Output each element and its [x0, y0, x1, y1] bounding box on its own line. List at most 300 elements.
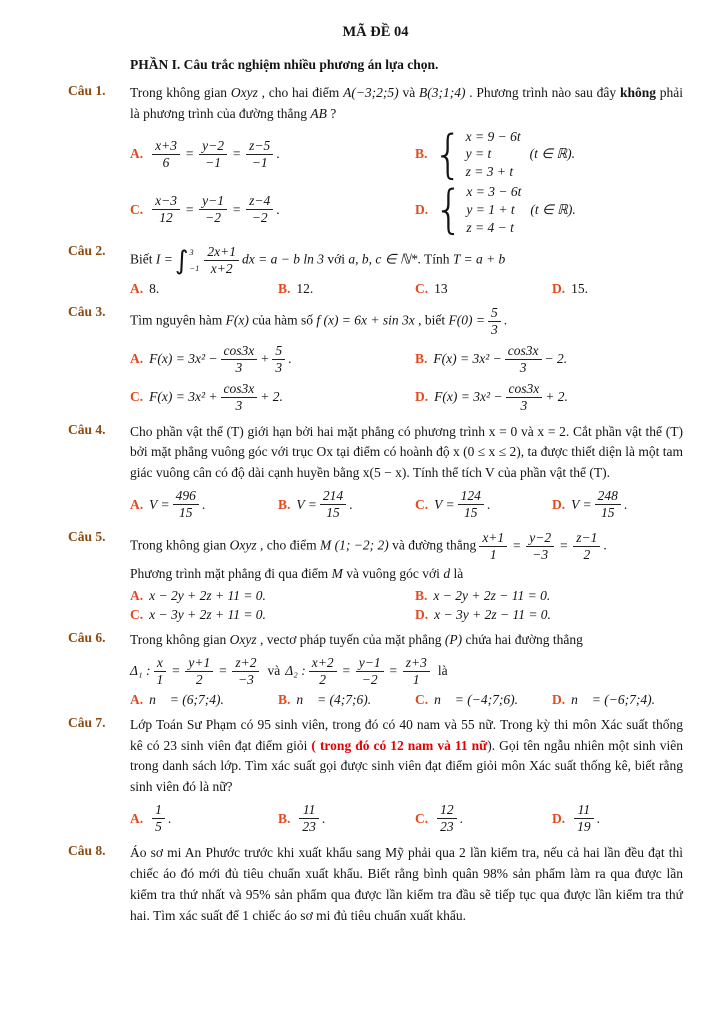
question-4-body [130, 422, 683, 523]
option-letter: B. [415, 146, 428, 162]
fraction [299, 802, 319, 835]
denominator: 2 [319, 671, 327, 687]
question-3-text [130, 304, 683, 339]
text-run: là [437, 662, 448, 678]
question-2-text [130, 243, 683, 278]
denominator: 1 [156, 671, 164, 687]
denominator: 12 [159, 210, 173, 226]
option-D [552, 692, 683, 708]
options-row [130, 123, 683, 184]
denominator: −3 [532, 547, 549, 563]
text-run: là [450, 565, 464, 581]
option-letter: B. [278, 496, 291, 512]
option-A [130, 588, 415, 604]
math-run: F(0) = [448, 312, 486, 328]
question-7-body [130, 715, 683, 837]
option-B [278, 801, 415, 836]
numerator: x+2 [309, 655, 337, 672]
text-run: ). Gọi tên ngẫu nhiên một sinh viên trong danh sách lớp. Tìm xác suất gọi được sinh viên đạt điểm giỏi môn Xác suất thống kê, biết rằng sinh viên đó là nữ? [130, 737, 683, 795]
option-letter: A. [130, 351, 144, 367]
text-run: Trong không gian [130, 537, 230, 553]
math-run: + 2. [260, 389, 283, 405]
fraction [152, 193, 180, 226]
numerator: y−1 [199, 193, 227, 210]
numerator: 496 [173, 488, 199, 505]
option-D [415, 607, 551, 623]
fraction [154, 655, 167, 688]
denominator: 2 [583, 547, 591, 563]
text-run: Tìm nguyên hàm [130, 312, 226, 328]
question-2-body [130, 243, 683, 297]
options-row [130, 487, 683, 522]
fraction [246, 193, 273, 226]
numerator: 5 [488, 305, 501, 322]
period: . [288, 351, 292, 367]
system-line: y = t [465, 146, 492, 162]
period: . [276, 201, 280, 217]
question-6-text [130, 630, 683, 651]
equals-sign: = [512, 537, 522, 553]
option-letter: A. [130, 587, 144, 603]
numerator: cos3x [505, 343, 542, 360]
option-C [130, 607, 415, 623]
denominator: 6 [162, 154, 170, 170]
math-run: (P) [444, 631, 463, 647]
numerator: 1 [152, 802, 165, 819]
option-value: n⃗ = (−6;7;4). [571, 691, 655, 707]
line-label: Δ₂ : [285, 662, 306, 678]
numerator: z+2 [232, 655, 259, 672]
fraction [173, 488, 199, 521]
fraction [199, 193, 227, 226]
question-6-label: Câu 6. [68, 629, 106, 645]
option-letter: A. [130, 146, 144, 162]
option-value: x − 3y + 2z + 11 = 0. [149, 606, 266, 622]
math-run: A(−3;2;5) [343, 85, 399, 100]
math-run: I = [155, 251, 173, 267]
text-run: ? [326, 105, 337, 121]
fraction [574, 802, 594, 835]
option-A [130, 137, 415, 172]
numerator: x+3 [152, 138, 180, 155]
numerator: 11 [574, 802, 594, 819]
fraction [185, 655, 213, 688]
option-D [552, 281, 683, 297]
option-value: n⃗ = (4;7;6). [296, 691, 372, 707]
equals-sign: = [388, 662, 398, 678]
option-value: 15. [571, 280, 588, 296]
question-4-label: Câu 4. [68, 421, 106, 437]
fraction [152, 138, 180, 171]
option-value: 12. [296, 280, 314, 296]
fraction [488, 305, 501, 338]
text-run: Phương trình mặt phẳng đi qua điểm [130, 565, 332, 581]
period: . [486, 496, 491, 512]
period: . [596, 810, 600, 826]
question-6-math-line [130, 654, 683, 689]
text-run: , vectơ pháp tuyến của mặt phẳng [256, 631, 445, 647]
system-line: y = 1 + t [466, 202, 515, 218]
system-line: x = 3 − 6t [466, 184, 522, 200]
option-A [130, 342, 415, 377]
math-run: AB [310, 105, 327, 121]
question-7-label: Câu 7. [68, 714, 106, 730]
numerator: z−4 [246, 193, 273, 210]
option-letter: D. [415, 606, 429, 622]
denominator: 1 [412, 671, 420, 687]
exam-code-title: MÃ ĐỀ 04 [342, 24, 409, 40]
option-value: n⃗ = (6;7;4). [149, 691, 224, 707]
options-row [130, 607, 683, 623]
denominator: 3 [491, 321, 498, 337]
text-run: . Phương trình nào sau đây [465, 85, 620, 100]
numerator: 2x+1 [204, 244, 239, 261]
fraction [221, 381, 258, 414]
numerator: 248 [595, 488, 621, 505]
numerator: x−3 [152, 193, 180, 210]
question-6-body [130, 630, 683, 708]
question-8-body [130, 843, 683, 927]
question-8 [68, 843, 683, 927]
denominator: 23 [440, 819, 454, 835]
denominator: −2 [205, 210, 221, 226]
option-letter: A. [130, 280, 144, 296]
math-run: M (1; −2; 2) [320, 537, 389, 553]
equals-sign: = [231, 201, 242, 217]
option-value: 13 [434, 280, 448, 296]
equation-system [434, 178, 522, 240]
emphasis-text: không [619, 85, 656, 100]
option-letter: D. [552, 810, 566, 826]
option-value: x − 2y + 2z + 11 = 0. [149, 587, 266, 603]
text-run: chứa hai đường thẳng [462, 631, 583, 647]
denominator: −1 [205, 154, 221, 170]
option-letter: C. [415, 691, 429, 707]
math-run: V = [434, 496, 455, 512]
option-letter: D. [415, 389, 429, 405]
equals-sign: = [231, 146, 242, 162]
option-letter: B. [278, 691, 291, 707]
math-run: dx = a − b ln 3 [242, 251, 324, 267]
math-run: B(3;1;4) [418, 85, 466, 100]
equals-sign: = [184, 201, 195, 217]
options-row [130, 588, 683, 604]
options-row [130, 178, 683, 240]
text-run: , biết [414, 312, 449, 328]
option-value: 8. [149, 280, 160, 296]
fraction [573, 530, 600, 563]
options-row [130, 380, 683, 415]
text-run: và đường thẳng [388, 537, 477, 553]
text-run: . [503, 312, 508, 328]
question-5-body [130, 529, 683, 623]
option-D [415, 178, 576, 240]
period: . [167, 810, 172, 826]
period: . [201, 496, 206, 512]
math-run: V = [149, 496, 170, 512]
fraction [246, 138, 273, 171]
fraction [403, 655, 430, 688]
option-letter: C. [130, 389, 144, 405]
brace-icon: { [434, 178, 464, 240]
text-run: phải là phương trình của đường thẳng [130, 85, 684, 121]
text-run: Biết [130, 251, 156, 267]
fraction [221, 343, 258, 376]
line-label: Δ₁ : [130, 662, 151, 678]
option-C [415, 801, 552, 836]
option-D [552, 487, 683, 522]
text-run: Trong không gian [130, 85, 231, 100]
text-run: và [267, 662, 281, 678]
option-letter: A. [130, 496, 144, 512]
option-letter: C. [130, 201, 144, 217]
question-4 [68, 422, 683, 523]
text-run: Trong không gian [130, 631, 230, 647]
highlighted-text: ( trong đó có 12 nam và 11 nữ [311, 737, 488, 753]
question-1-body [130, 83, 684, 240]
part1-heading: PHẦN I. Câu trắc nghiệm nhiều phương án lựa chọn. [130, 57, 439, 72]
option-D [415, 380, 568, 415]
math-run: T = a + b [452, 251, 506, 267]
option-C [130, 192, 415, 227]
integral-lower-limit: −1 [189, 263, 200, 274]
option-letter: D. [552, 691, 566, 707]
equation-system [433, 123, 521, 184]
denominator: 3 [519, 359, 527, 375]
fraction [152, 802, 165, 835]
math-run: F(x) = 3x² − [149, 351, 218, 367]
denominator: 3 [275, 359, 283, 375]
option-letter: D. [552, 280, 566, 296]
denominator: 3 [235, 397, 243, 413]
domain-note: (t ∈ ℝ). [530, 201, 576, 217]
integral-upper-limit: 3 [189, 246, 194, 257]
math-run: − 2. [544, 351, 568, 367]
denominator: 1 [489, 547, 497, 563]
math-run: V = [571, 496, 592, 512]
numerator: 5 [272, 343, 285, 360]
option-B [415, 342, 567, 377]
numerator: cos3x [506, 381, 543, 398]
option-letter: A. [130, 810, 144, 826]
math-run: F(x) = 3x² − [433, 351, 502, 367]
option-C [415, 281, 552, 297]
option-value: x − 3y + 2z − 11 = 0. [434, 606, 551, 622]
option-letter: C. [130, 606, 144, 622]
period: . [349, 496, 353, 512]
fraction [506, 381, 543, 414]
text-run: của hàm số [248, 312, 317, 328]
option-B [278, 487, 415, 522]
math-run: d [443, 565, 451, 581]
math-run: + 2. [545, 389, 568, 405]
fraction [595, 488, 621, 521]
options-row [130, 342, 683, 377]
numerator: x+1 [479, 530, 507, 547]
math-run: + [260, 351, 270, 367]
period: . [459, 810, 463, 826]
option-B [415, 123, 575, 184]
question-8-label: Câu 8. [68, 843, 106, 859]
question-3 [68, 304, 683, 415]
question-1-text [130, 83, 683, 125]
period: . [623, 496, 628, 512]
denominator: 15 [601, 505, 615, 521]
denominator: 15 [179, 505, 193, 521]
equals-sign: = [559, 537, 569, 553]
denominator: 19 [577, 819, 591, 835]
question-1-label: Câu 1. [68, 83, 106, 98]
period: . [603, 537, 607, 553]
option-letter: B. [415, 351, 428, 367]
numerator: y−2 [199, 138, 227, 155]
denominator: 3 [520, 397, 528, 413]
denominator: 5 [155, 819, 162, 835]
system-line: x = 9 − 6t [465, 128, 521, 144]
math-run: Oxyz [229, 537, 257, 553]
fraction [320, 488, 346, 521]
system-line: z = 4 − t [466, 219, 514, 235]
fraction [204, 244, 239, 277]
option-letter: C. [415, 810, 429, 826]
equals-sign: = [171, 662, 181, 678]
period: . [276, 146, 280, 162]
denominator: x+2 [210, 261, 233, 277]
denominator: 3 [235, 359, 243, 375]
question-5-text-line2 [130, 564, 683, 585]
question-5 [68, 529, 683, 623]
fraction [232, 655, 259, 688]
question-2-label: Câu 2. [68, 243, 106, 259]
numerator: z−1 [573, 530, 600, 547]
question-7-text [130, 715, 683, 799]
math-run: F(x) = 3x² − [434, 389, 503, 405]
numerator: y+1 [185, 655, 213, 672]
question-4-text: Cho phần vật thể (T) giới hạn bởi hai mặt phẳng có phương trình x = 0 và x = 2. Cắt phần vật thể (T) bởi mặt phẳng vuông góc với trục Ox tại điểm có hoành độ x (0 ≤ x ≤ 2), ta được thiết diện là một tam giác vuông cân có độ dài cạnh huyền bằng x(5 − x). Tính thể tích V của phần vật thể (T). [130, 423, 683, 481]
denominator: −3 [237, 671, 254, 687]
math-run: F(x) = 3x² + [149, 389, 218, 405]
numerator: 124 [458, 488, 484, 505]
option-A [130, 692, 278, 708]
option-letter: D. [552, 496, 566, 512]
numerator: x [154, 655, 167, 672]
fraction [526, 530, 554, 563]
question-7 [68, 715, 683, 837]
period: . [321, 810, 326, 826]
fraction [272, 343, 285, 376]
equals-sign: = [341, 662, 351, 678]
numerator: 12 [437, 802, 457, 819]
option-C [415, 487, 552, 522]
fraction [458, 488, 484, 521]
options-row [130, 692, 683, 708]
math-run: V = [296, 496, 317, 512]
option-A [130, 281, 278, 297]
denominator: 23 [302, 819, 316, 835]
text-run: với [323, 251, 349, 267]
question-2 [68, 243, 683, 297]
numerator: y−2 [526, 530, 554, 547]
denominator: −2 [361, 671, 378, 687]
question-8-text: Áo sơ mi An Phước trước khi xuất khẩu sang Mỹ phải qua 2 lần kiểm tra, nếu cả hai lần đều đạt thì chiếc áo đó mới đủ tiêu chuẩn xuất khẩu. Biết rằng bình quân 98% sản phẩm làm ra qua được lần kiểm tra thứ nhất và 95% sản phẩm qua được lần kiểm tra đầu sẽ tiếp tục qua được lần kiểm tra thứ hai. Tìm xác suất để 1 chiếc áo sơ mi đủ tiêu chuẩn xuất khẩu. [130, 845, 683, 923]
question-5-label: Câu 5. [68, 529, 106, 545]
numerator: z−5 [246, 138, 273, 155]
question-1 [68, 83, 684, 240]
option-letter: A. [130, 691, 144, 707]
question-3-body [130, 304, 683, 415]
numerator: cos3x [221, 343, 258, 360]
option-letter: D. [415, 201, 429, 217]
option-A [130, 801, 278, 836]
option-C [130, 380, 415, 415]
equals-sign: = [184, 146, 195, 162]
numerator: z+3 [403, 655, 430, 672]
option-D [552, 801, 683, 836]
denominator: −2 [251, 210, 268, 226]
numerator: 11 [299, 802, 319, 819]
option-letter: C. [415, 496, 429, 512]
equals-sign: = [218, 662, 228, 678]
text-run: và [398, 85, 419, 100]
fraction [437, 802, 457, 835]
math-run: F(x) [225, 312, 249, 328]
numerator: y−1 [356, 655, 384, 672]
denominator: 2 [195, 671, 203, 687]
option-value: n⃗ = (−4;7;6). [434, 691, 518, 707]
option-value: x − 2y + 2z − 11 = 0. [433, 587, 551, 603]
system-line: z = 3 + t [465, 163, 514, 179]
option-C [415, 692, 552, 708]
denominator: 15 [464, 505, 478, 521]
options-row [130, 281, 683, 297]
integral [175, 246, 200, 276]
text-run: , cho điểm [256, 537, 321, 553]
fraction [505, 343, 542, 376]
question-3-label: Câu 3. [68, 303, 106, 319]
denominator: −1 [251, 154, 268, 170]
fraction [356, 655, 384, 688]
brace-icon: { [433, 123, 463, 184]
fraction [479, 530, 507, 563]
option-B [278, 692, 415, 708]
text-run: , cho hai điểm [257, 85, 344, 100]
math-run: a, b, c ∈ ℕ* [348, 251, 418, 267]
integral-icon: ∫ [174, 245, 189, 276]
text-run: . Tính [417, 251, 453, 267]
math-run: f (x) = 6x + sin 3x [316, 312, 415, 328]
fraction [309, 655, 337, 688]
numerator: 214 [320, 488, 346, 505]
options-row [130, 801, 683, 836]
question-5-text [130, 529, 683, 564]
option-letter: B. [278, 810, 291, 826]
option-B [415, 588, 550, 604]
text-run: Lớp Toán Sư Phạm có 95 sinh viên, trong đó có 40 nam và 55 nữ. Trong kỳ thi môn Xác suất thống kê có 23 sinh viên đạt điểm giỏi [130, 716, 683, 753]
option-letter: B. [415, 587, 428, 603]
option-letter: C. [415, 280, 429, 296]
fraction [199, 138, 227, 171]
option-A [130, 487, 278, 522]
numerator: cos3x [221, 381, 258, 398]
option-B [278, 281, 415, 297]
math-run: M [331, 565, 343, 581]
question-6 [68, 630, 683, 708]
math-run: Oxyz [229, 631, 257, 647]
text-run: và vuông góc với [342, 565, 444, 581]
option-letter: B. [278, 280, 291, 296]
domain-note: (t ∈ ℝ). [529, 146, 575, 162]
math-run: Oxyz [230, 85, 258, 100]
